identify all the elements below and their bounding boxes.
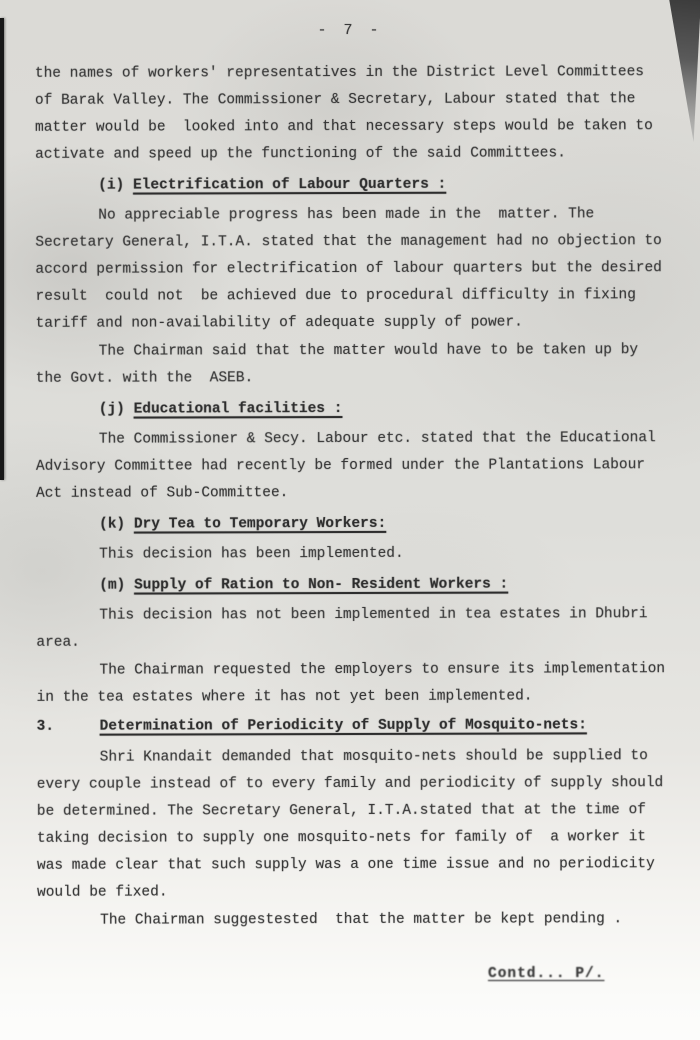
heading-text: Determination of Periodicity of Supply of Mosquito-nets: xyxy=(99,717,587,735)
paragraph: The Chairman suggestested that the matter be kept pending . xyxy=(100,911,623,929)
item-label: (j) xyxy=(98,401,134,418)
paragraph: The Chairman said that the matter would have to be taken up by the Govt. with the ASEB. xyxy=(35,342,647,387)
item-label: (k) xyxy=(99,516,134,533)
paragraph: The Chairman requested the employers to ensure its implementation in the tea estates where it has not yet been implemented. xyxy=(36,661,674,706)
numbered-heading xyxy=(37,712,671,741)
document-body xyxy=(34,59,674,936)
sub-heading xyxy=(99,571,670,599)
item-label: (m) xyxy=(99,577,135,594)
scan-edge-artifact xyxy=(0,18,4,480)
page-number: - 7 - xyxy=(317,22,383,39)
heading-text: Electrification of Labour Quarters : xyxy=(132,176,447,194)
sub-heading xyxy=(99,395,670,423)
heading-text: Supply of Ration to Non- Resident Workers : xyxy=(134,576,509,594)
continuation-note: Contd... P/. xyxy=(488,966,605,982)
item-label: (i) xyxy=(98,177,134,194)
sub-heading xyxy=(99,510,670,538)
paragraph: the names of workers' representatives in the District Level Committees of Barak Valley. The Commissioner & Secretary, Labour stated that the matter would be looked into and that necessary steps would be taken to activate and speed up the functioning of the said Committees. xyxy=(34,64,662,163)
paragraph: This decision has not been implemented in tea estates in Dhubri area. xyxy=(36,606,657,651)
heading-text: Dry Tea to Temporary Workers: xyxy=(133,515,387,533)
paragraph: Shri Knandait demanded that mosquito-nets should be supplied to every couple instead of to every family and periodicity of supply should be determined. The Secretary General, I.T.A.stated that at the time of taking decision to supply one mosquito-nets for family of a worker it was made clear that such supply was a one time issue and no periodicity would be fixed. xyxy=(36,748,672,901)
paragraph: This decision has been implemented. xyxy=(99,545,404,563)
paragraph: No appreciable progress has been made in the matter. The Secretary General, I.T.A. stated that the management had no objection to accord permission for electrification of labour quarters but the desired result could not be achieved due to procedural difficulty in fixing tariff and non-availability of adequate supply of power. xyxy=(35,206,671,332)
paragraph: The Commissioner & Secy. Labour etc. stated that the Educational Advisory Committee had recently be formed under the Plantations Labour Act instead of Sub-Committee. xyxy=(35,430,665,502)
heading-text: Educational facilities : xyxy=(133,401,343,418)
sub-heading xyxy=(98,171,669,199)
item-label: 3. xyxy=(36,718,63,735)
